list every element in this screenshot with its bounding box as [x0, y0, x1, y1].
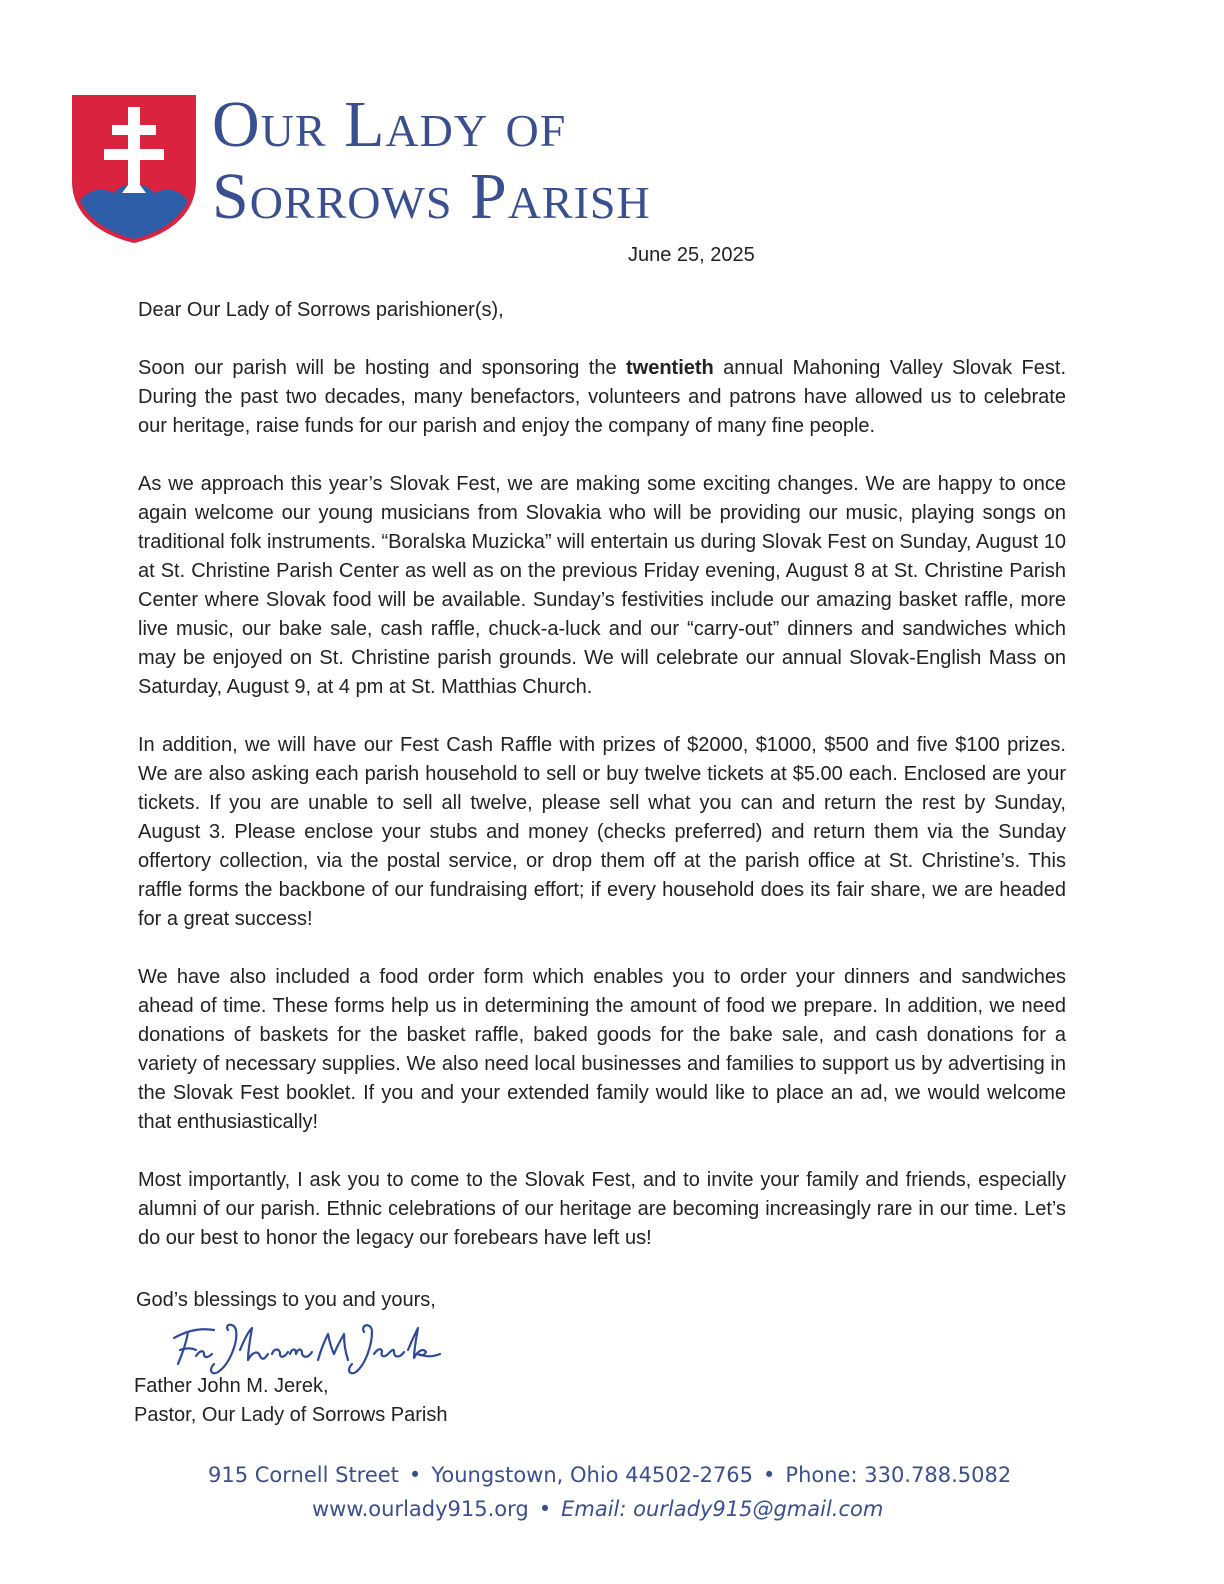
paragraph-5: Most importantly, I ask you to come to the Slovak Fest, and to invite your family and friends, especially alumni of our parish. Ethnic celebrations of our heritage are becoming increasingly rare in our time. Let’s do our best to honor the legacy our forebears have left us! [138, 1169, 1066, 1249]
footer-city: Youngstown, Ohio 44502-2765 [431, 1463, 754, 1487]
parish-name-line-1: Our Lady of [212, 88, 567, 161]
paragraph-1-bold: twentieth [625, 357, 714, 379]
paragraph-1-end: annual Mahoning Valley Slovak Fest. During the past two decades, many benefactors, volunteers and patrons have allowed us to celebrate our heritage, raise funds for our parish and enjoy the company of many fine people. [138, 357, 1067, 437]
footer-separator: • [538, 1497, 552, 1521]
paragraph-3: In addition, we will have our Fest Cash Raffle with prizes of $2000, $1000, $500 and five $100 prizes. We are also asking each parish household to sell or buy twelve tickets at $5.00 each. Enclosed are your tickets. If you are unable to sell all twelve, please sell what you can and return the rest by Sunday, August 3. Please enclose your stubs and money (checks preferred) and return them via the Sunday offertory collection, via the postal service, or drop them off at the parish office at St. Christine’s. This raffle forms the backbone of our fundraising effort; if every household does its fair share, we are headed for a great success! [138, 734, 1066, 930]
footer-separator: • [408, 1463, 422, 1487]
footer-separator: • [763, 1463, 776, 1487]
parish-crest-logo [70, 93, 198, 245]
closing-line: God’s blessings to you and yours, [136, 1289, 436, 1311]
footer-email-link[interactable]: Email: ourlady915@gmail.com [561, 1497, 884, 1521]
signer-block [134, 1372, 447, 1430]
footer-address: 915 Cornell Street [208, 1463, 399, 1487]
footer-website-link[interactable]: www.ourlady915.org [312, 1497, 529, 1521]
signer-title: Pastor, Our Lady of Sorrows Parish [134, 1404, 448, 1426]
paragraph-2: As we approach this year’s Slovak Fest, we are making some exciting changes. We are happy to once again welcome our young musicians from Slovakia who will be providing our music, playing songs on traditional folk instruments. “Boralska Muzicka” will entertain us during Slovak Fest on Sunday, August 10 at St. Christine Parish Center as well as on the previous Friday evening, August 8 at St. Christine Parish Center where Slovak food will be available. Sunday’s festivities include our amazing basket raffle, more live music, our bake sale, cash raffle, chuck-a-luck and our “carry-out” dinners and sandwiches which may be enjoyed on St. Christine parish grounds. We will celebrate our annual Slovak-English Mass on Saturday, August 9, at 4 pm at St. Matthias Church. [138, 473, 1066, 698]
footer-line-1 [208, 1458, 1011, 1492]
letter-body [138, 296, 1066, 1282]
letter-date: June 25, 2025 [628, 244, 755, 266]
footer-line-2 [312, 1492, 883, 1526]
handwritten-signature [168, 1320, 448, 1380]
salutation: Dear Our Lady of Sorrows parishioner(s), [138, 299, 504, 321]
paragraph-4: We have also included a food order form which enables you to order your dinners and sandwiches ahead of time. These forms help us in determining the amount of food we prepare. In addition, we need donations of baskets for the basket raffle, baked goods for the bake sale, and cash donations for a variety of necessary supplies. We also need local businesses and families to support us by advertising in the Slovak Fest booklet. If you and your extended family would like to place an ad, we would welcome that enthusiastically! [138, 966, 1066, 1133]
paragraph-1-start: Soon our parish will be hosting and sponsoring the [138, 357, 626, 379]
footer-phone: Phone: 330.788.5082 [785, 1463, 1012, 1487]
signer-name: Father John M. Jerek, [134, 1375, 329, 1397]
parish-name-line-2: Sorrows Parish [212, 160, 651, 233]
paragraph-1 [138, 354, 1066, 441]
